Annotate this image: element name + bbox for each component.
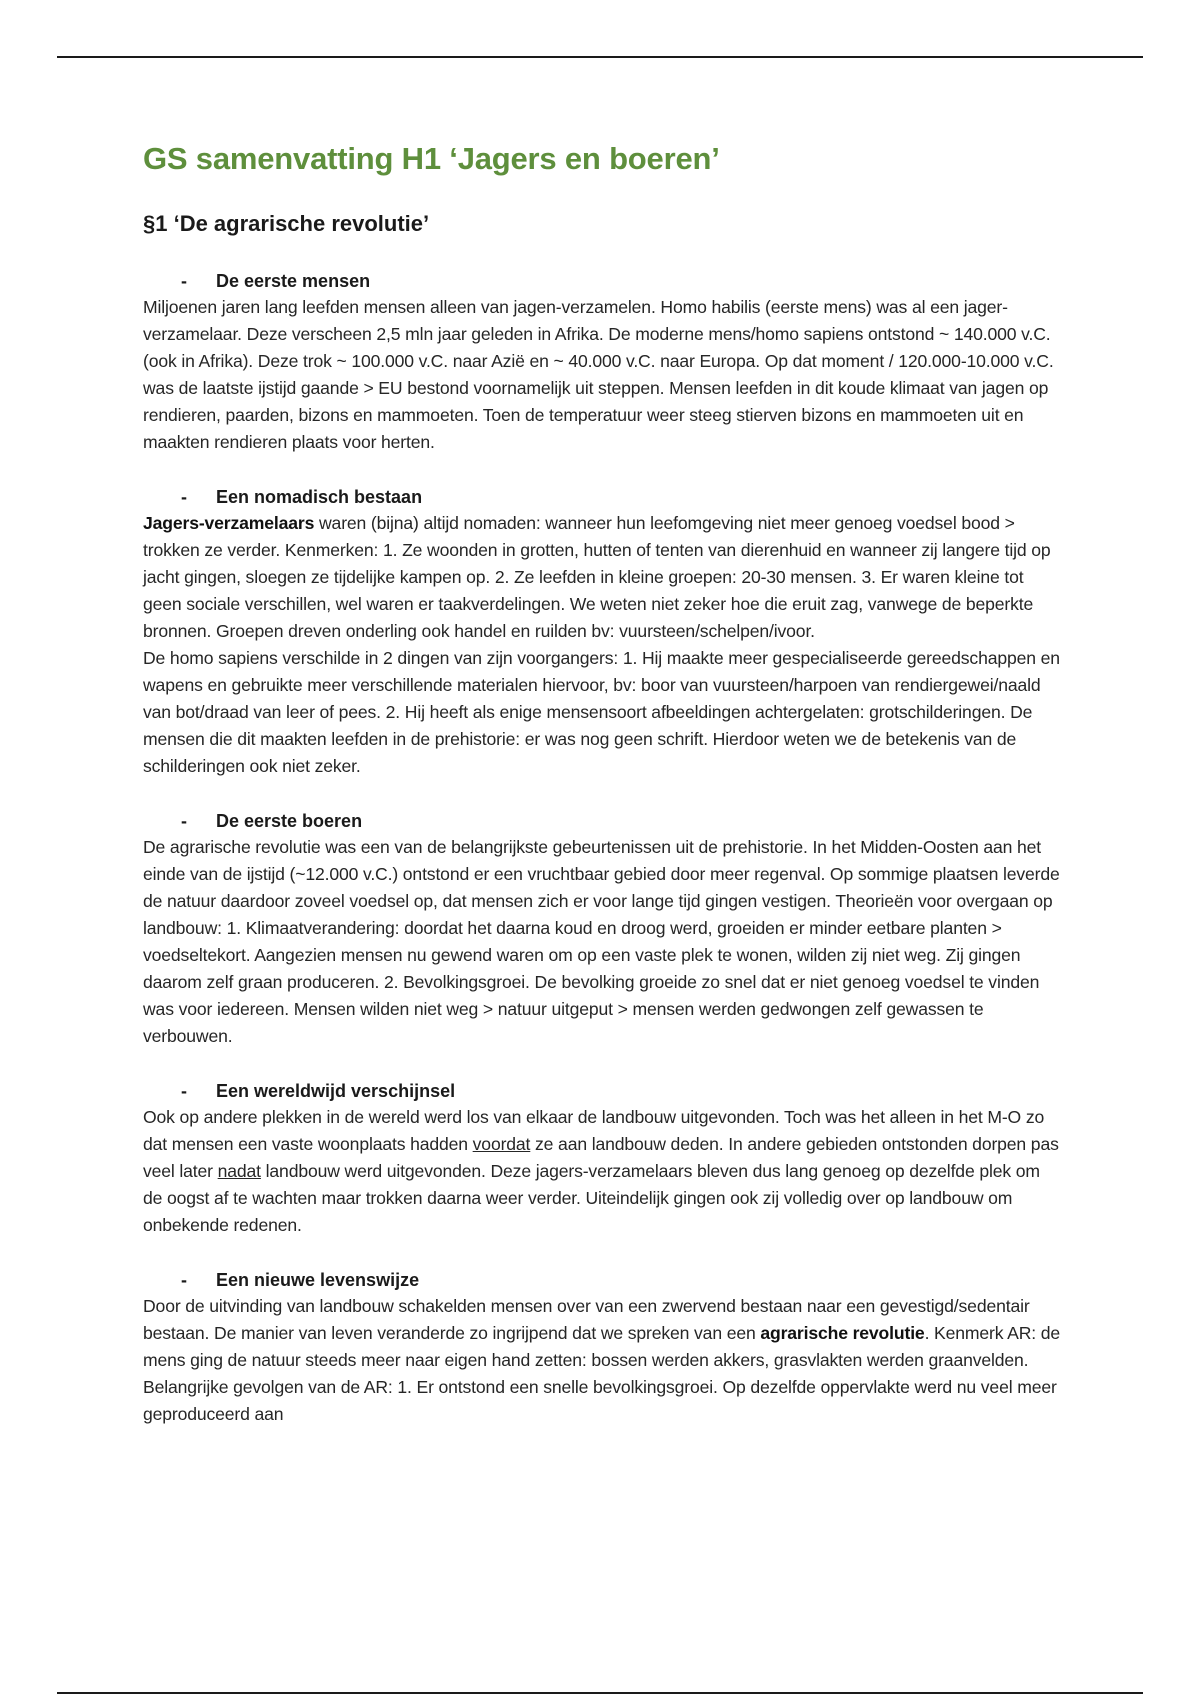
bullet-dash: - <box>181 270 187 291</box>
paragraph <box>143 1104 1063 1239</box>
underlined-term: voordat <box>472 1133 531 1154</box>
paragraph: De homo sapiens verschilde in 2 dingen van zijn voorgangers: 1. Hij maakte meer gespecialiseerde gereedschappen en wapens en gebruikte meer verschillende materialen hiervoor, bv: boor van vuursteen/harpoen van rendiergewei/naald van bot/draad van leer of pees. 2. Hij heeft als enige mensensoort afbeeldingen achtergelaten: grotschilderingen. De mensen die dit maakten leefden in de prehistorie: er was nog geen schrift. Hierdoor weten we de betekenis van de schilderingen ook niet zeker. <box>143 647 1060 776</box>
bullet-dash: - <box>181 810 187 831</box>
subsection-de-eerste-boeren <box>143 808 1063 1050</box>
bullet-dash: - <box>181 1080 187 1101</box>
page-content <box>143 140 1063 1428</box>
paragraph <box>143 1293 1063 1428</box>
footer-rule <box>57 1692 1143 1694</box>
subsection-een-nomadisch-bestaan <box>143 484 1063 780</box>
header-rule <box>57 56 1143 58</box>
paragraph-text: landbouw werd uitgevonden. Deze jagers-verzamelaars bleven dus lang genoeg op dezelfde plek om de oogst af te wachten maar trokken daarna weer verder. Uiteindelijk gingen ook zij volledig over op landbouw om onbekende redenen. <box>143 1160 1040 1235</box>
bullet-dash: - <box>181 1269 187 1290</box>
subsection-heading <box>143 808 1063 834</box>
bullet-dash: - <box>181 486 187 507</box>
paragraph: Miljoenen jaren lang leefden mensen alleen van jagen-verzamelen. Homo habilis (eerste mens) was al een jager-verzamelaar. Deze verscheen 2,5 mln jaar geleden in Afrika. De moderne mens/homo sapiens ontstond ~ 140.000 v.C. (ook in Afrika). Deze trok ~ 100.000 v.C. naar Azië en ~ 40.000 v.C. naar Europa. Op dat moment / 120.000-10.000 v.C. was de laatste ijstijd gaande > EU bestond voornamelijk uit steppen. Mensen leefden in dit koude klimaat van jagen op rendieren, paarden, bizons en mammoeten. Toen de temperatuur weer steeg stierven bizons en mammoeten uit en maakten rendieren plaats voor herten. <box>143 296 1054 452</box>
document-title: GS samenvatting H1 ‘Jagers en boeren’ <box>143 141 720 176</box>
subsection-heading <box>143 1078 1063 1104</box>
paragraph-text: waren (bijna) altijd nomaden: wanneer hun leefomgeving niet meer genoeg voedsel bood > trokken ze verder. Kenmerken: 1. Ze woonden in grotten, hutten of tenten van dierenhuid en wanneer zij langere tijd op jacht gingen, sloegen ze tijdelijke kampen op. 2. Ze leefden in kleine groepen: 20-30 mensen. 3. Er waren kleine tot geen sociale verschillen, wel waren er taakverdelingen. We weten niet zeker hoe die eruit zag, vanwege de beperkte bronnen. Groepen dreven onderling ook handel en ruilden bv: vuursteen/schelpen/ivoor. <box>143 512 1051 641</box>
subsection-heading-text: Een nomadisch bestaan <box>216 486 423 507</box>
subsection-heading <box>143 1267 1063 1293</box>
underlined-term: nadat <box>217 1160 261 1181</box>
bold-term: Jagers-verzamelaars <box>143 512 315 533</box>
subsection-de-eerste-mensen <box>143 268 1063 456</box>
paragraph: De agrarische revolutie was een van de belangrijkste gebeurtenissen uit de prehistorie. In het Midden-Oosten aan het einde van de ijstijd (~12.000 v.C.) ontstond er een vruchtbaar gebied door meer regenval. Op sommige plaatsen leverde de natuur daardoor zoveel voedsel op, dat mensen zich er voor lange tijd gingen vestigen. Theorieën voor overgaan op landbouw: 1. Klimaatverandering: doordat het daarna koud en droog werd, groeiden er minder eetbare planten > voedseltekort. Aangezien mensen nu gewend waren om op een vaste plek te wonen, wilden zij niet weg. Zij gingen daarom zelf graan produceren. 2. Bevolkingsgroei. De bevolking groeide zo snel dat er niet genoeg voedsel te vinden was voor iedereen. Mensen wilden niet weg > natuur uitgeput > mensen werden gedwongen zelf gewassen te verbouwen. <box>143 836 1060 1046</box>
subsection-een-nieuwe-levenswijze <box>143 1267 1063 1428</box>
subsection-heading-text: De eerste boeren <box>216 810 363 831</box>
subsection-heading <box>143 484 1063 510</box>
paragraph-text: . Kenmerk AR: de mens ging de natuur steeds meer naar eigen hand zetten: bossen werden akkers, grasvlakten werden graanvelden. Belangrijke gevolgen van de AR: 1. Er ontstond een snelle bevolkingsgroei. Op dezelfde oppervlakte werd nu veel meer geproduceerd aan <box>143 1322 1061 1424</box>
paragraph-text: Door de uitvinding van landbouw schakelden mensen over van een zwervend bestaan naar een gevestigd/sedentair bestaan. De manier van leven veranderde zo ingrijpend dat we spreken van een <box>143 1295 1030 1343</box>
bold-term: agrarische revolutie <box>760 1322 925 1343</box>
section-title: §1 ‘De agrarische revolutie’ <box>143 211 430 237</box>
paragraph-text: Ook op andere plekken in de wereld werd los van elkaar de landbouw uitgevonden. Toch was het alleen in het M-O zo dat mensen een vaste woonplaats hadden <box>143 1106 1045 1154</box>
paragraph <box>143 510 1063 645</box>
subsection-een-wereldwijd-verschijnsel <box>143 1078 1063 1239</box>
subsection-heading-text: Een nieuwe levenswijze <box>216 1269 420 1290</box>
subsection-heading-text: Een wereldwijd verschijnsel <box>216 1080 456 1101</box>
paragraph-text: ze aan landbouw deden. In andere gebieden ontstonden dorpen pas veel later <box>143 1133 1059 1181</box>
subsection-heading-text: De eerste mensen <box>216 270 371 291</box>
subsection-heading <box>143 268 1063 294</box>
